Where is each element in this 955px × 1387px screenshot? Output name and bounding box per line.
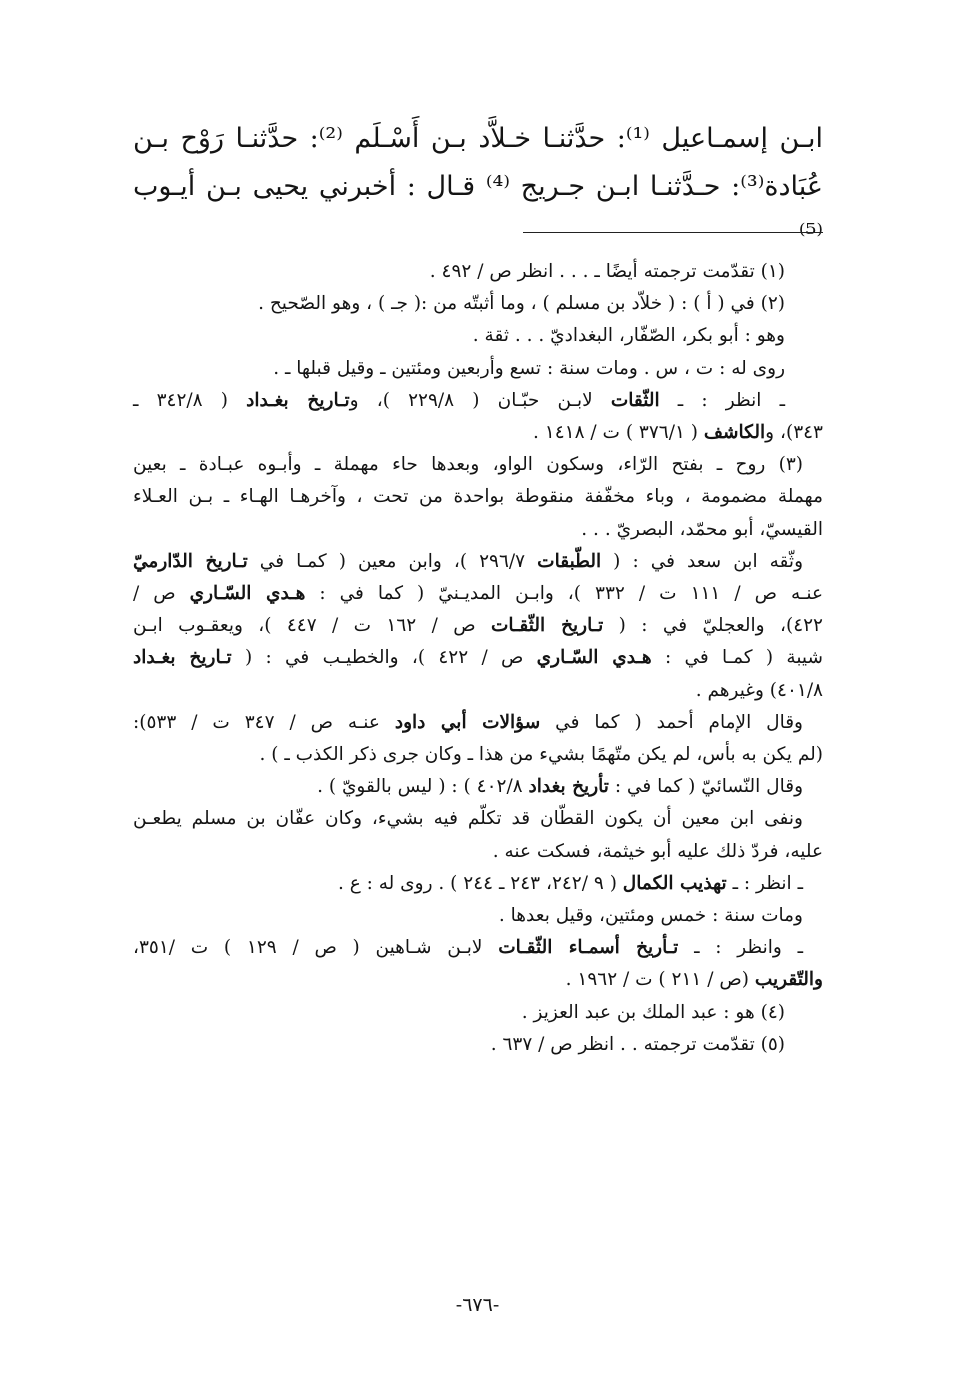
cited-work-title: والتّقريب [754, 969, 823, 991]
cited-work-title: الطّبقات [537, 550, 602, 572]
footnote-line [133, 868, 823, 900]
cited-work-title: تـاريخ الثّقـات [490, 615, 604, 637]
footnote-text: (٢) في ( أ ) : ( خلاّد بن مسلم ) ، وما أثبتّه من :( جـ ) ، وهو الصّحيح . [258, 293, 785, 315]
footnote-line [133, 803, 823, 835]
footnote-text: ٤٠٢/٨ ) : ( ليس بالقويّ ) . [317, 776, 529, 798]
cited-work-title: تأريخ بغداد [528, 776, 609, 798]
cited-work-title: الكاشف [703, 422, 766, 444]
page-number: -٦٧٦- [455, 1294, 500, 1316]
footnote-line [133, 353, 823, 385]
cited-work-title: تـاريخ الدّارميّ [133, 550, 248, 572]
footnote-text: ـ وانظر : ـ [678, 937, 803, 959]
footnote-text: (٥) تقدّمت ترجمته . . انظر ص / ٦٣٧ . [490, 1033, 785, 1055]
footnote-separator [523, 232, 823, 233]
cited-work-title: تهذيب الكمال [622, 872, 727, 894]
footnote-line [133, 417, 823, 449]
footnote-text: ( ٣٧٦/١ ) ت / ١٤١٨ . [533, 422, 704, 444]
cited-work-title: هـدي السّـاري [189, 583, 306, 605]
cited-work-title: تـأريخ أسمـاء الثّقـات [498, 937, 679, 959]
cited-work-title: تـاريخ بغـداد [133, 647, 232, 669]
main-text [133, 115, 823, 259]
cited-work-title: سؤالات أبي داود [394, 711, 541, 733]
footnote-line [133, 578, 823, 610]
footnote-line [133, 964, 823, 996]
footnote-text: ـ انظر : ـ [726, 872, 803, 894]
footnote-line [133, 288, 823, 320]
footnote-text: وثّقه ابن سعد في : ( [601, 550, 804, 572]
footnote-text: (لم يكن به بأس، لم يكن متّهمًا بشيء من هذا ـ وكان جرى ذكر الكذب ـ ) . [259, 744, 823, 766]
footnote-text: شيبة ( كمـا في : [651, 647, 823, 669]
footnote-line [133, 642, 823, 674]
footnote-line [133, 1029, 823, 1061]
footnote-line [133, 997, 823, 1029]
footnote-text: (٣) روح ـ بفتح الرّاء، وسكون الواو، وبعدها حاء مهملة ـ وأبـوه عبـادة ـ بعين [133, 454, 803, 476]
footnote-line [133, 481, 823, 513]
footnote-text: ( ٣٤٢/٨ ـ [133, 389, 247, 411]
footnote-text: (ص / ٢١١ ) ت / ١٩٦٢ . [565, 969, 755, 991]
footnote-text: عنـه ص / ١١١ ت / ٣٣٢ )، وابـن المديـنيّ ( كما في : [305, 583, 823, 605]
footnote-text: ص / ٤٢٢ )، والخطيـب في : ( [231, 647, 537, 669]
cited-work-title: تـاريخ بغـداد [246, 389, 350, 411]
footnote-text: ومات سنة : خمس ومئتين، وقيل بعدها . [498, 905, 803, 927]
main-text-line: ابـن إسمـاعيل ⁽¹⁾: حدَّثنـا خـلاَّد بـن أَسْـلَم ⁽²⁾: حدَّثنـا رَوْح بـن [133, 123, 824, 154]
footnote-line [133, 320, 823, 352]
footnote-line [133, 739, 823, 771]
footnote-text: ٤٠١/٨) وغيرهم . [695, 679, 823, 701]
cited-work-title: الثّقات [610, 389, 660, 411]
footnote-text: ـ انظر : ـ [659, 389, 786, 411]
cited-work-title: هـدي السّـاري [536, 647, 652, 669]
footnote-text: لابـن حبّـان ( ٢٢٩/٨ )، و [349, 389, 611, 411]
footnote-line [133, 514, 823, 546]
footnote-text: عنـه ص / ٣٤٧ ت / ٥٣٣): [133, 711, 395, 733]
footnote-line [133, 385, 823, 417]
footnote-line [133, 256, 823, 288]
footnote-text: لابـن شـاهين ( ص / ١٢٩ ) ت /٣٥١، [133, 937, 499, 959]
footnote-line [133, 771, 823, 803]
footnote-text: ( ٩ /٢٤٢، ٢٤٣ ـ ٢٤٤ ) . روى له : ع . [337, 872, 623, 894]
footnote-text: عليه، فردّ ذلك عليه أبو خيثمة، فسكت عنه . [492, 840, 823, 862]
footnote-text: ص / [133, 583, 190, 605]
footnote-text: ونفى ابن معين أن يكون القطّان قد تكلّم فيه بشيء، وكان عفّان بن مسلم يطعـن [133, 808, 803, 830]
footnote-text: ٤٢٢)، والعجليّ في : ( [603, 615, 823, 637]
footnote-line [133, 932, 823, 964]
footnote-line [133, 610, 823, 642]
footnote-line [133, 900, 823, 932]
footnote-text: وقال النّسائيّ ( كما في : [608, 776, 803, 798]
footnote-text: وهو : أبو بكر، الصّفّار، البغداديّ . . . ثقة . [472, 325, 785, 347]
footnote-text: ٢٩٦/٧ )، وابن معين ( كمـا في [247, 550, 538, 572]
main-text-line: عُبَادة⁽³⁾: حـدَّثنـا ابـن جـريج ⁽⁴⁾ قـال : أخبرني يحيى بـن أيـوب ⁽⁵⁾ [133, 171, 823, 250]
footnote-text: مهملة مضمومة ، وباء مخفّفة منقوطة بواحدة من تحت ، وآخرهـا الهـاء ـ بـن العـلاء [133, 486, 823, 508]
footnote-line [133, 836, 823, 868]
footnote-line [133, 707, 823, 739]
footnote-text: ص / ١٦٢ ت / ٤٤٧ )، ويعقـوب ابـن [133, 615, 491, 637]
footnote-text: ٣٤٣)، و [765, 422, 823, 444]
footnotes [133, 256, 823, 1061]
footnote-line [133, 546, 823, 578]
footnote-line [133, 675, 823, 707]
footnote-text: (٤) هو : عبد الملك بن عبد العزيز . [521, 1001, 785, 1023]
footnote-text: (١) تقدّمت ترجمته أيضًا ـ . . . انظر ص / ٤٩٢ . [429, 261, 785, 282]
footnote-line [133, 449, 823, 481]
footnote-text: وقال الإمام أحمد ( كما في [540, 711, 803, 733]
footnote-text: القيسيّ، أبو محمّد، البصريّ . . . [581, 518, 823, 540]
footnote-text: روى له : ت ، س . ومات سنة : تسع وأربعين ومئتين ـ وقيل قبلها ـ . [273, 357, 785, 379]
